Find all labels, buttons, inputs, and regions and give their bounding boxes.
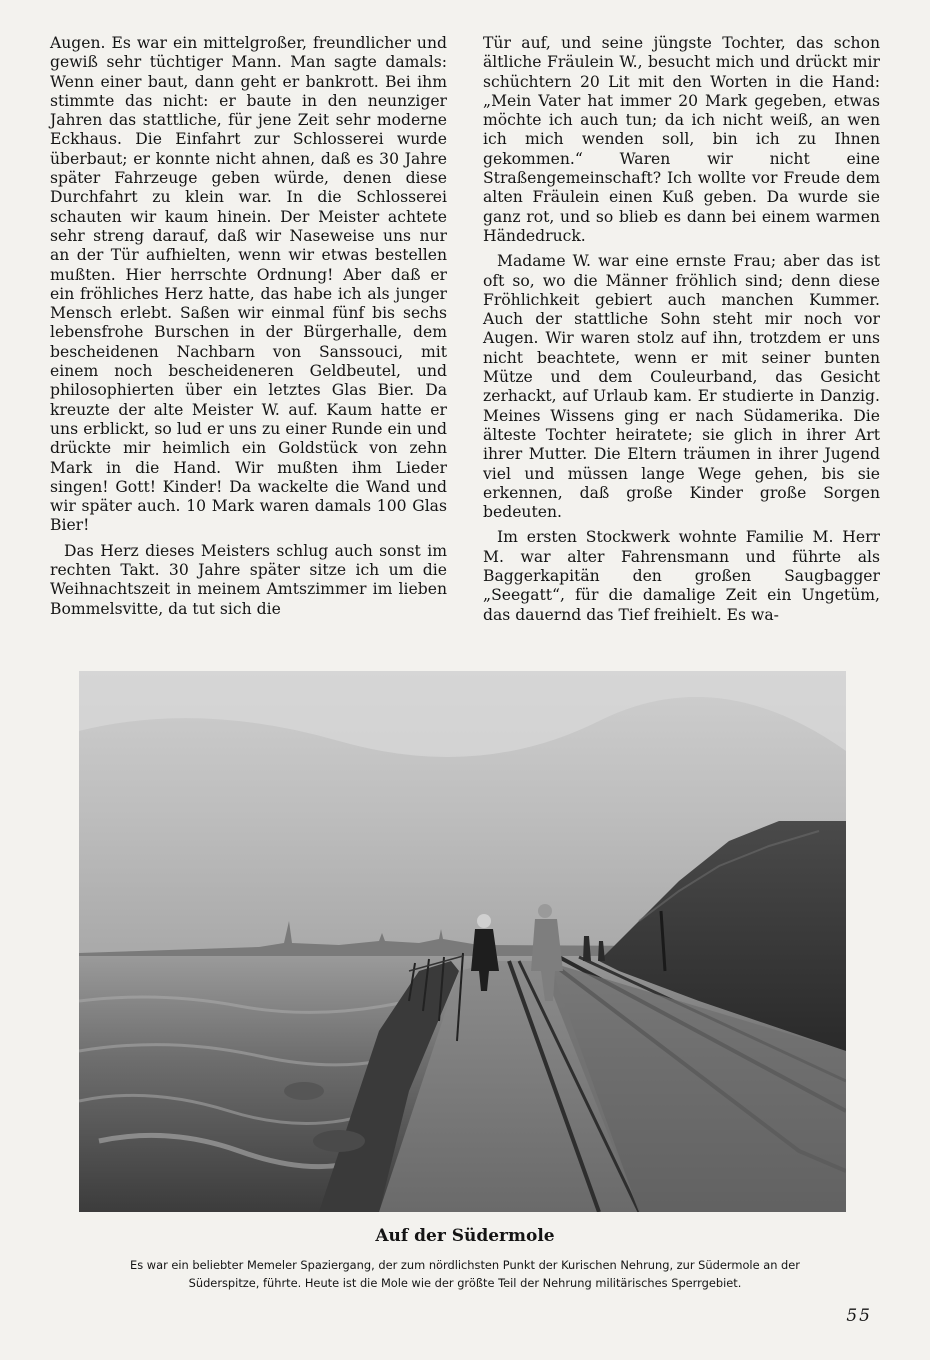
paragraph: Das Herz dieses Meisters schlug auch sonst im rechten Takt. 30 Jahre später sitze ich um die Weihnachtszeit in meinem Amtszimmer im lieben Bommelsvitte, da tut sich die xyxy=(50,541,447,618)
paragraph: Im ersten Stockwerk wohnte Familie M. Herr M. war alter Fahrensmann und führte als Baggerkapitän den großen Saugbagger „Seegatt“, für die damalige Zeit ein Ungetüm, das dauernd das Tief freihielt. Es wa- xyxy=(483,528,880,624)
caption-line: Es war ein beliebter Memeler Spaziergang, der zum nördlichsten Punkt der Kurischen Nehrung, zur Südermole an der xyxy=(130,1258,800,1272)
page-number: 55 xyxy=(846,1306,872,1326)
photo-sudermole-illustration xyxy=(79,671,846,1212)
left-column xyxy=(50,34,447,654)
caption-title: Auf der Südermole xyxy=(375,1226,555,1246)
caption-text xyxy=(70,1256,860,1292)
paragraph: Tür auf, und seine jüngste Tochter, das schon ältliche Fräulein W., besucht mich und drückt mir schüchtern 20 Lit mit den Worten in die Hand: „Mein Vater hat immer 20 Mark gegeben, etwas möchte ich auch tun; da ich nicht weiß, an wen ich mich wenden soll, bin ich zu Ihnen gekommen.“ Waren wir nicht eine Straßengemeinschaft? Ich wollte vor Freude dem alten Fräulein einen Kuß geben. Da wurde sie ganz rot, und so blieb es dann bei einem warmen Händedruck. xyxy=(483,34,880,245)
right-column xyxy=(483,34,880,654)
paragraph: Augen. Es war ein mittelgroßer, freundlicher und gewiß sehr tüchtiger Mann. Man sagte damals: Wenn einer baut, dann geht er bankrott. Bei ihm stimmte das nicht: er baute in den neunziger Jahren das stattliche, für jene Zeit sehr moderne Eckhaus. Die Einfahrt zur Schlosserei wurde überbaut; er konnte nicht ahnen, daß es 30 Jahre später Fahrzeuge geben würde, denen diese Durchfahrt zu klein war. In die Schlosserei schauten wir kaum hinein. Der Meister achtete sehr streng darauf, daß wir Naseweise uns nur an der Tür aufhielten, wenn wir etwas bestellen mußten. Hier herrschte Ordnung! Aber daß er ein fröhliches Herz hatte, das habe ich als junger Mensch erlebt. Saßen wir einmal fünf bis sechs lebensfrohe Burschen in der Bürgerhalle, dem bescheidenen Nachbarn von Sanssouci, mit einem noch bescheideneren Geldbeutel, und philosophierten über ein letztes Glas Bier. Da kreuzte der alte Meister W. auf. Kaum hatte er uns erblickt, so lud er uns zu einer Runde ein und drückte mir heimlich ein Goldstück von zehn Mark in die Hand. Wir mußten ihm Lieder singen! Gott! Kinder! Da wackelte die Wand und wir später auch. 10 Mark waren damals 100 Glas Bier! xyxy=(50,34,447,535)
photo-sudermole xyxy=(79,671,846,1212)
paragraph: Madame W. war eine ernste Frau; aber das ist oft so, wo die Männer fröhlich sind; denn diese Fröhlichkeit gebiert auch manchen Kummer. Auch der stattliche Sohn steht mir noch vor Augen. Wir waren stolz auf ihn, trotzdem er uns nicht beachtete, wenn er mit seiner bunten Mütze und dem Couleurband, das Gesicht zerhackt, auf Urlaub kam. Er studierte in Danzig. Meines Wissens ging er nach Südamerika. Die älteste Tochter heiratete; sie glich in ihrer Art ihrer Mutter. Die Eltern träumen in ihrer Jugend viel und müssen lange Wege gehen, bis sie erkennen, daß große Kinder große Sorgen bedeuten. xyxy=(483,252,880,522)
article-columns xyxy=(50,34,880,654)
caption-line: Süderspitze, führte. Heute ist die Mole wie der größte Teil der Nehrung militärisches Sperrgebiet. xyxy=(188,1276,742,1290)
